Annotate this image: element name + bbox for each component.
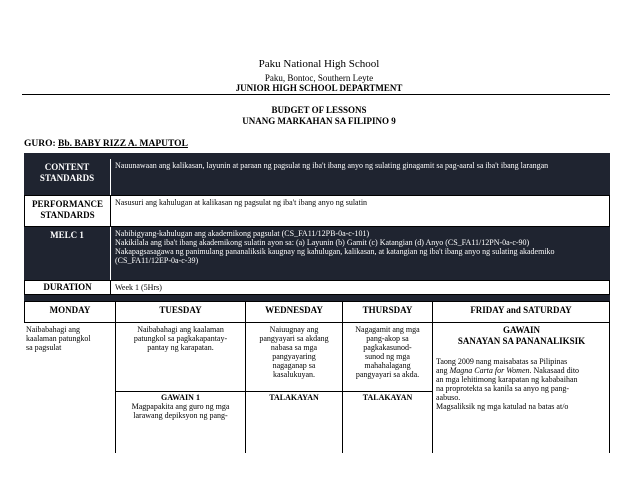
department-name: JUNIOR HIGH SCHOOL DEPARTMENT	[235, 83, 403, 93]
friday-gawain-subheading: SANAYAN SA PANANALIKSIK	[457, 336, 586, 346]
teacher-line	[24, 139, 188, 149]
wednesday-objective	[246, 323, 342, 391]
wednesday-line: nagaganap sa	[272, 361, 316, 370]
tuesday-line: Magpapakita ang guro ng mga	[131, 402, 230, 411]
friday-gawain-heading: GAWAIN	[502, 325, 540, 335]
teacher-name: Bb. BABY RIZZ A. MAPUTOL	[58, 139, 188, 149]
thursday-line: pangyayari sa akda.	[355, 370, 420, 379]
melc-line2: Nakikilala ang iba't ibang akademikong sulatin ayon sa: (a) Layunin (b) Gamit (c) Katangian (d) Anyo (CS_FA11/12PN-0a-c-90)	[115, 238, 530, 247]
melc-line3: Nakapagsasagawa ng panimulang pananaliksik kaugnay ng kahulugan, kalikasan, at katangian ng iba't ibang anyo ng sulating akademiko	[115, 247, 555, 256]
thursday-line: pagkakasunod-	[363, 343, 412, 352]
wednesday-line: pangyayari sa akdang	[259, 334, 329, 343]
melc-label: MELC 1	[24, 227, 110, 280]
tuesday-line: Naibabahagi ang kaalaman	[137, 325, 224, 334]
thursday-line: pang-akop sa	[366, 334, 409, 343]
document-subtitle: UNANG MARKAHAN SA FILIPINO 9	[242, 116, 396, 126]
monday-line: Naibabahagi ang	[26, 325, 80, 334]
day-header-friday-saturday: FRIDAY and SATURDAY	[432, 301, 610, 323]
content-label-line2: STANDARDS	[39, 173, 95, 183]
school-name: Paku National High School	[258, 58, 380, 70]
melc-line1: Nabibigyang-kahulugan ang akademikong pagsulat (CS_FA11/12PB-0a-c-101)	[115, 229, 370, 238]
content-standards-label	[24, 159, 110, 195]
monday-line: kaalaman patungkol	[26, 334, 91, 343]
friday-line: Magsaliksik ng mga katulad na batas at/o	[436, 402, 569, 411]
thursday-line: sunod ng mga	[365, 352, 410, 361]
thursday-divider	[342, 391, 433, 392]
table-right-border	[609, 323, 610, 453]
melc-line4: (CS_FA11/12EP-0a-c-39)	[115, 256, 199, 265]
content-label-line1: CONTENT	[44, 162, 90, 172]
performance-label-line2: STANDARDS	[40, 210, 95, 220]
friday-activity	[433, 323, 610, 453]
wednesday-line: nabasa sa mga	[270, 343, 318, 352]
thursday-objective	[343, 323, 432, 391]
header-rule	[22, 94, 610, 95]
performance-standards-text: Nasusuri ang kahulugan at kalikasan ng pagsulat ng iba't ibang anyo ng sulatin	[110, 195, 610, 227]
tuesday-divider	[115, 391, 246, 392]
thursday-talakayan: TALAKAYAN	[362, 393, 413, 402]
tuesday-gawain-heading: GAWAIN 1	[161, 393, 200, 402]
thursday-line: mahahalagang	[364, 361, 411, 370]
day-header-thursday: THURSDAY	[342, 301, 433, 323]
wednesday-talakayan: TALAKAYAN	[269, 393, 319, 402]
content-standards-text: Nauunawaan ang kalikasan, layunin at paraan ng pagsulat ng iba't ibang anyo ng sulating ginagamit sa pag-aaral sa iba't ibang larangan	[111, 159, 610, 195]
friday-line: aabuso.	[436, 393, 461, 402]
friday-line: na proprotekta sa kanila sa anyo ng pang-	[436, 384, 570, 393]
friday-line: an mga lehitimong karapatan ng kababaihan	[436, 375, 578, 384]
document-title: BUDGET OF LESSONS	[271, 105, 367, 115]
duration-label: DURATION	[24, 280, 111, 295]
melc-text	[111, 227, 610, 280]
wednesday-divider	[245, 391, 343, 392]
wednesday-line: Naiuugnay ang	[269, 325, 319, 334]
tuesday-objective	[116, 323, 245, 388]
tuesday-line: pantay ng karapatan.	[147, 343, 214, 352]
wednesday-line: pangyayaring	[272, 352, 316, 361]
tuesday-activity	[116, 393, 245, 453]
tuesday-line: larawang depiksyon ng pang-	[133, 411, 228, 420]
magna-carta-title: Magna Carta for Women	[449, 366, 530, 375]
day-header-wednesday: WEDNESDAY	[245, 301, 343, 323]
performance-label-line1: PERFORMANCE	[32, 199, 103, 209]
day-header-tuesday: TUESDAY	[115, 301, 246, 323]
day-header-monday: MONDAY	[24, 301, 116, 323]
teacher-label: GURO:	[24, 139, 59, 149]
thursday-line: Nagagamit ang mga	[355, 325, 420, 334]
friday-line: ang Magna Carta for Women. Nakasaad dito	[436, 366, 580, 375]
school-address: Paku, Bontoc, Southern Leyte	[264, 73, 374, 83]
tuesday-line: patungkol sa pagkakapantay-	[133, 334, 228, 343]
monday-line: sa pagsulat	[26, 343, 62, 352]
monday-cell	[24, 323, 115, 453]
duration-value: Week 1 (5Hrs)	[110, 280, 610, 295]
friday-line: Taong 2009 nang maisabatas sa Pilipinas	[436, 357, 568, 366]
wednesday-line: kasalukuyan.	[273, 370, 315, 379]
performance-standards-label	[24, 195, 111, 227]
